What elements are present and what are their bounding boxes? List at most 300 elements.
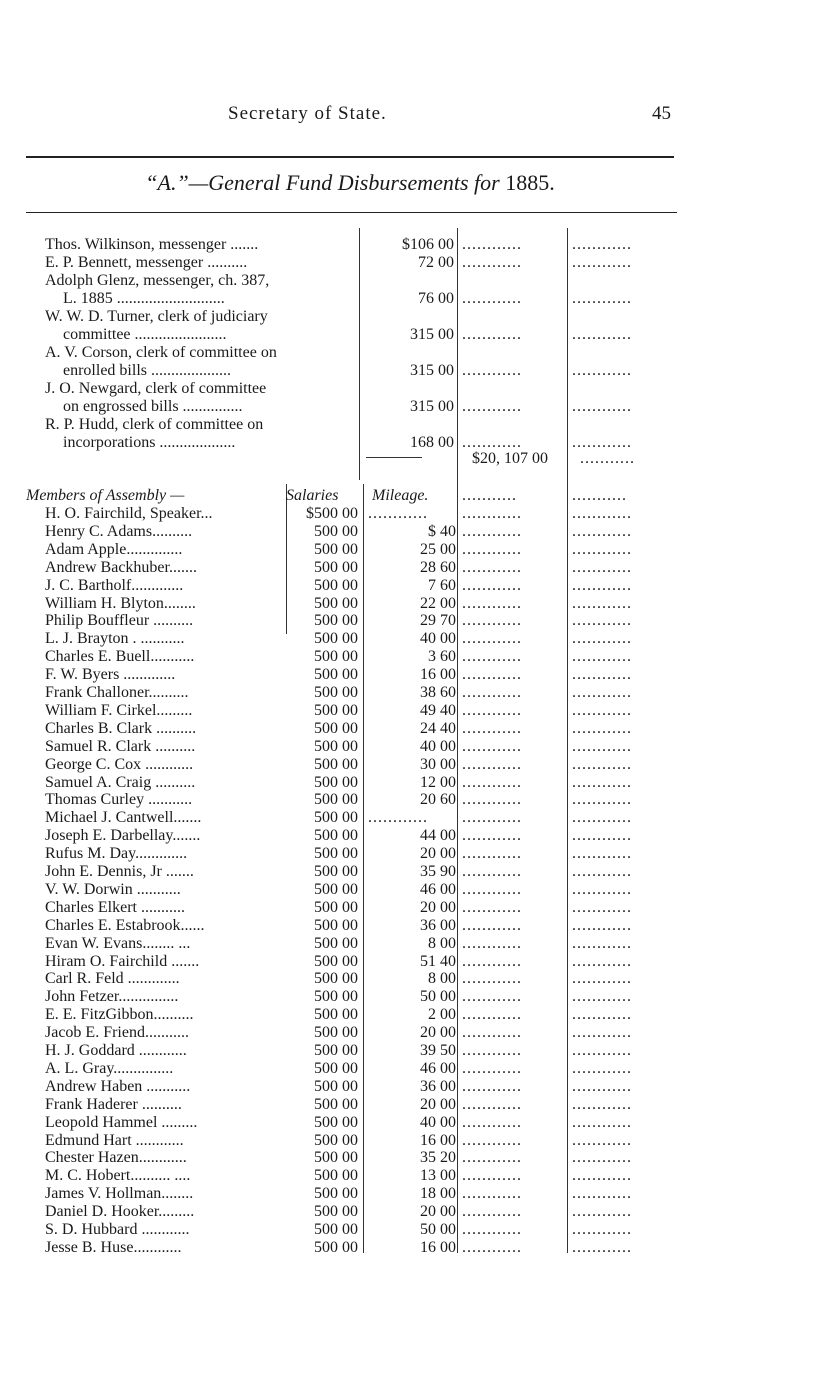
leader-dots: ............	[462, 362, 522, 379]
member-mileage: 50 00	[420, 988, 456, 1006]
member-salary: 500 00	[314, 1024, 358, 1042]
leader-dots: ............	[572, 1238, 632, 1256]
leader-dots: ............	[572, 1221, 632, 1238]
member-name: V. W. Dorwin ...........	[45, 880, 181, 898]
officer-name: enrolled bills ....................	[63, 362, 231, 379]
leader-dots: ............	[572, 522, 632, 540]
member-name: A. L. Gray...............	[45, 1059, 174, 1077]
member-name: Charles Elkert ...........	[45, 898, 185, 916]
leader-dots: ............	[462, 1221, 522, 1238]
member-row	[0, 917, 831, 935]
leader-dots: ...........	[572, 487, 627, 504]
member-name: William F. Cirkel.........	[45, 701, 193, 719]
member-mileage: 2 00	[428, 1006, 456, 1024]
member-salary: 500 00	[314, 1203, 358, 1221]
leader-dots: ............	[462, 1167, 522, 1185]
officer-row	[0, 308, 831, 326]
leader-dots: ............	[572, 254, 632, 271]
officer-row	[0, 272, 831, 290]
leader-dots: ............	[572, 1059, 632, 1077]
member-row	[0, 1060, 831, 1078]
member-salary: 500 00	[314, 773, 358, 791]
member-salary: 500 00	[314, 1167, 358, 1185]
member-mileage: 51 40	[420, 952, 456, 970]
member-salary: 500 00	[314, 809, 358, 827]
member-name: Joseph E. Darbellay.......	[45, 827, 201, 845]
leader-dots: ............	[572, 576, 632, 594]
leader-dots: ............	[572, 434, 632, 451]
total-row	[0, 450, 831, 468]
leader-dots: ............	[462, 1149, 522, 1167]
member-mileage: 16 00	[420, 666, 456, 684]
member-mileage: 28 60	[420, 558, 456, 576]
officer-name: committee .......................	[63, 326, 227, 343]
leader-dots: ............	[462, 1185, 522, 1203]
leader-dots: ............	[572, 988, 632, 1006]
member-name: George C. Cox ............	[45, 755, 194, 773]
leader-dots: ............	[572, 594, 632, 612]
page-number: 45	[652, 103, 671, 124]
member-row	[0, 577, 831, 595]
member-name: Edmund Hart ............	[45, 1131, 184, 1149]
leader-dots: ............	[462, 845, 522, 863]
member-row	[0, 1096, 831, 1114]
member-mileage: 39 50	[420, 1042, 456, 1059]
leader-dots: ............	[572, 648, 632, 666]
members-header-row	[0, 487, 831, 505]
member-row	[0, 720, 831, 738]
member-salary: 500 00	[314, 666, 358, 684]
member-salary: 500 00	[314, 863, 358, 880]
leader-dots: ............	[572, 791, 632, 809]
leader-dots: ............	[462, 648, 522, 666]
leader-dots: ............	[462, 522, 522, 540]
salaries-heading: Salaries	[286, 487, 339, 504]
member-row	[0, 612, 831, 630]
member-name: Evan W. Evans........ ...	[45, 934, 191, 952]
leader-dots: ............	[572, 362, 632, 379]
member-salary: 500 00	[314, 898, 358, 916]
member-mileage: 20 00	[420, 845, 456, 863]
leader-dots: ............	[462, 880, 522, 898]
member-row	[0, 756, 831, 774]
member-row	[0, 505, 831, 523]
leader-dots: ............	[462, 898, 522, 916]
member-row	[0, 630, 831, 648]
member-salary: 500 00	[314, 684, 358, 701]
member-mileage: 24 40	[420, 719, 456, 737]
member-name: Chester Hazen............	[45, 1149, 187, 1167]
leader-dots: ............	[572, 701, 632, 719]
leader-dots: ............	[462, 809, 522, 827]
officer-amount: 168 00	[410, 434, 454, 451]
member-row	[0, 935, 831, 953]
leader-dots: ............	[572, 1006, 632, 1024]
title-rule	[26, 212, 677, 213]
leader-dots: ............	[462, 1238, 522, 1256]
leader-dots: ............	[462, 988, 522, 1006]
mileage-heading: Mileage.	[372, 487, 429, 504]
leader-dots: ............	[572, 737, 632, 755]
member-mileage: 36 00	[420, 1077, 456, 1095]
leader-dots: ............	[462, 630, 522, 648]
member-mileage: 40 00	[420, 630, 456, 648]
member-row	[0, 953, 831, 971]
member-name: William H. Blyton........	[45, 594, 196, 612]
member-salary: 500 00	[314, 755, 358, 773]
officer-row	[0, 236, 831, 254]
member-name: Michael J. Cantwell.......	[45, 809, 202, 827]
member-row	[0, 863, 831, 881]
member-mileage: 40 00	[420, 737, 456, 755]
member-salary: 500 00	[314, 612, 358, 630]
member-row	[0, 791, 831, 809]
leader-dots: ............	[462, 254, 522, 271]
leader-dots: ............	[572, 236, 632, 253]
member-mileage: 7 60	[428, 576, 456, 594]
member-row	[0, 1149, 831, 1167]
leader-dots: ............	[572, 326, 632, 343]
member-name: Frank Haderer ..........	[45, 1095, 182, 1113]
member-salary: 500 00	[314, 916, 358, 934]
officer-row	[0, 254, 831, 272]
member-salary: 500 00	[314, 522, 358, 540]
officer-name: J. O. Newgard, clerk of committee	[45, 380, 267, 397]
member-name: L. J. Brayton . ...........	[45, 630, 185, 648]
leader-dots: ............	[572, 1095, 632, 1113]
leader-dots: ............	[462, 916, 522, 934]
leader-dots: ............	[572, 719, 632, 737]
leader-dots: ............	[462, 827, 522, 845]
officer-row	[0, 326, 831, 344]
member-salary: $500 00	[306, 505, 358, 522]
member-row	[0, 523, 831, 541]
leader-dots: ............	[572, 827, 632, 845]
leader-dots: ............	[462, 1024, 522, 1042]
leader-dots: ............	[572, 880, 632, 898]
leader-dots: ............	[462, 290, 522, 307]
leader-dots: ............	[572, 1131, 632, 1149]
member-mileage: 49 40	[420, 701, 456, 719]
leader-dots: ............	[368, 809, 428, 827]
leader-dots: ............	[462, 773, 522, 791]
member-salary: 500 00	[314, 540, 358, 558]
leader-dots: ............	[572, 809, 632, 827]
leader-dots: ............	[572, 934, 632, 952]
member-salary: 500 00	[314, 630, 358, 648]
leader-dots: ............	[462, 1042, 522, 1059]
member-row	[0, 809, 831, 827]
leader-dots: ............	[572, 970, 632, 988]
member-name: Andrew Backhuber.......	[45, 558, 197, 576]
officer-amount: 315 00	[410, 398, 454, 415]
member-row	[0, 648, 831, 666]
leader-dots: ............	[462, 934, 522, 952]
member-name: Samuel R. Clark ..........	[45, 737, 196, 755]
member-salary: 500 00	[314, 737, 358, 755]
member-mileage: 13 00	[420, 1167, 456, 1185]
leader-dots: ............	[572, 773, 632, 791]
leader-dots: ............	[572, 755, 632, 773]
member-row	[0, 1006, 831, 1024]
officer-name: R. P. Hudd, clerk of committee on	[45, 416, 264, 433]
member-name: Frank Challoner..........	[45, 684, 189, 701]
member-mileage: 8 00	[428, 934, 456, 952]
member-name: Jesse B. Huse............	[45, 1238, 182, 1256]
leader-dots: ............	[572, 1167, 632, 1185]
member-salary: 500 00	[314, 1059, 358, 1077]
member-mileage: 12 00	[420, 773, 456, 791]
member-salary: 500 00	[314, 1131, 358, 1149]
leader-dots: ............	[572, 398, 632, 415]
member-name: H. O. Fairchild, Speaker...	[45, 505, 213, 522]
member-salary: 500 00	[314, 558, 358, 576]
officer-name: incorporations ...................	[63, 434, 236, 451]
member-salary: 500 00	[314, 576, 358, 594]
member-salary: 500 00	[314, 701, 358, 719]
member-name: J. C. Bartholf.............	[45, 576, 184, 594]
member-mileage: 18 00	[420, 1185, 456, 1203]
member-mileage: 38 60	[420, 684, 456, 701]
member-name: Thomas Curley ...........	[45, 791, 193, 809]
member-salary: 500 00	[314, 827, 358, 845]
officer-row	[0, 380, 831, 398]
member-row	[0, 1221, 831, 1239]
member-salary: 500 00	[314, 1095, 358, 1113]
leader-dots: ............	[462, 540, 522, 558]
leader-dots: ............	[462, 701, 522, 719]
member-row	[0, 738, 831, 756]
member-mileage: 46 00	[420, 880, 456, 898]
member-name: F. W. Byers .............	[45, 666, 176, 684]
officer-name: Thos. Wilkinson, messenger .......	[45, 236, 259, 253]
member-salary: 500 00	[314, 1221, 358, 1238]
leader-dots: ............	[572, 898, 632, 916]
member-salary: 500 00	[314, 594, 358, 612]
leader-dots: ............	[572, 845, 632, 863]
member-name: Samuel A. Craig ..........	[45, 773, 196, 791]
leader-dots: ............	[572, 1185, 632, 1203]
member-mileage: 20 00	[420, 1203, 456, 1221]
member-row	[0, 684, 831, 702]
member-salary: 500 00	[314, 1077, 358, 1095]
member-row	[0, 988, 831, 1006]
member-salary: 500 00	[314, 1238, 358, 1256]
total-amount: $20, 107 00	[472, 450, 548, 467]
officer-row	[0, 416, 831, 434]
member-name: Charles B. Clark ..........	[45, 719, 197, 737]
officer-name: Adolph Glenz, messenger, ch. 387,	[45, 272, 270, 289]
running-head: Secretary of State.	[228, 103, 387, 124]
member-salary: 500 00	[314, 1185, 358, 1203]
member-salary: 500 00	[314, 845, 358, 863]
member-name: Andrew Haben ...........	[45, 1077, 191, 1095]
leader-dots: ............	[462, 1131, 522, 1149]
top-rule	[26, 156, 674, 158]
member-salary: 500 00	[314, 1006, 358, 1024]
member-row	[0, 827, 831, 845]
leader-dots: ............	[462, 1077, 522, 1095]
member-salary: 500 00	[314, 648, 358, 666]
leader-dots: ............	[572, 630, 632, 648]
member-salary: 500 00	[314, 719, 358, 737]
member-mileage: 36 00	[420, 916, 456, 934]
member-mileage: 3 60	[428, 648, 456, 666]
leader-dots: ............	[462, 594, 522, 612]
leader-dots: ...........	[580, 450, 635, 467]
member-mileage: 50 00	[420, 1221, 456, 1238]
leader-dots: ............	[462, 1059, 522, 1077]
member-mileage: 30 00	[420, 755, 456, 773]
member-name: Daniel D. Hooker.........	[45, 1203, 195, 1221]
member-mileage: 20 00	[420, 1095, 456, 1113]
member-salary: 500 00	[314, 934, 358, 952]
member-mileage: 20 00	[420, 1024, 456, 1042]
leader-dots: ............	[572, 666, 632, 684]
leader-dots: ............	[572, 1149, 632, 1167]
leader-dots: ............	[462, 970, 522, 988]
officer-amount: $106 00	[402, 236, 454, 253]
officer-amount: 315 00	[410, 326, 454, 343]
member-row	[0, 666, 831, 684]
officer-name: E. P. Bennett, messenger ..........	[45, 254, 248, 271]
member-name: E. E. FitzGibbon..........	[45, 1006, 194, 1024]
member-row	[0, 702, 831, 720]
leader-dots: ............	[462, 576, 522, 594]
member-mileage: 35 20	[420, 1149, 456, 1167]
leader-dots: ............	[462, 791, 522, 809]
member-salary: 500 00	[314, 880, 358, 898]
member-name: Charles E. Estabrook......	[45, 916, 205, 934]
member-mileage: 22 00	[420, 594, 456, 612]
leader-dots: ............	[368, 505, 428, 522]
officer-row	[0, 362, 831, 380]
member-name: Leopold Hammel .........	[45, 1113, 198, 1131]
member-mileage: 20 00	[420, 898, 456, 916]
member-mileage: 8 00	[428, 970, 456, 988]
leader-dots: ............	[572, 916, 632, 934]
member-row	[0, 1185, 831, 1203]
member-salary: 500 00	[314, 952, 358, 970]
member-salary: 500 00	[314, 988, 358, 1006]
officer-row	[0, 344, 831, 362]
leader-dots: ............	[572, 1042, 632, 1059]
member-name: H. J. Goddard ............	[45, 1042, 187, 1059]
member-name: John E. Dennis, Jr .......	[45, 863, 194, 880]
leader-dots: ............	[462, 737, 522, 755]
leader-dots: ............	[462, 326, 522, 343]
member-row	[0, 1042, 831, 1060]
leader-dots: ............	[572, 684, 632, 701]
members-heading: Members of Assembly —	[26, 487, 185, 504]
member-mileage: 16 00	[420, 1131, 456, 1149]
leader-dots: ............	[572, 1113, 632, 1131]
member-name: James V. Hollman........	[45, 1185, 194, 1203]
officer-row	[0, 398, 831, 416]
leader-dots: ............	[572, 612, 632, 630]
member-mileage: $ 40	[428, 522, 456, 540]
leader-dots: ............	[462, 1006, 522, 1024]
member-name: Henry C. Adams..........	[45, 522, 193, 540]
leader-dots: ............	[572, 952, 632, 970]
leader-dots: ............	[572, 505, 632, 522]
leader-dots: ............	[462, 612, 522, 630]
leader-dots: ............	[462, 1203, 522, 1221]
leader-dots: ............	[572, 1077, 632, 1095]
member-row	[0, 970, 831, 988]
leader-dots: ............	[572, 558, 632, 576]
member-row	[0, 1167, 831, 1185]
leader-dots: ............	[462, 1113, 522, 1131]
officer-name: W. W. D. Turner, clerk of judiciary	[45, 308, 268, 325]
member-salary: 500 00	[314, 1113, 358, 1131]
member-row	[0, 541, 831, 559]
member-mileage: 44 00	[420, 827, 456, 845]
member-salary: 500 00	[314, 1149, 358, 1167]
leader-dots: ............	[462, 236, 522, 253]
member-mileage: 35 90	[420, 863, 456, 880]
member-name: John Fetzer...............	[45, 988, 179, 1006]
officer-name: on engrossed bills ...............	[63, 398, 243, 415]
leader-dots: ............	[462, 666, 522, 684]
member-name: Philip Bouffleur ..........	[45, 612, 194, 630]
table-title-year: 1885.	[505, 170, 555, 195]
table-title	[0, 170, 700, 196]
member-mileage: 29 70	[420, 612, 456, 630]
member-mileage: 25 00	[420, 540, 456, 558]
member-row	[0, 845, 831, 863]
member-salary: 500 00	[314, 970, 358, 988]
member-name: Rufus M. Day.............	[45, 845, 188, 863]
member-salary: 500 00	[314, 791, 358, 809]
member-row	[0, 1132, 831, 1150]
member-row	[0, 1114, 831, 1132]
leader-dots: ............	[462, 1095, 522, 1113]
leader-dots: ............	[572, 1024, 632, 1042]
officer-name: L. 1885 ...........................	[63, 290, 225, 307]
member-row	[0, 1078, 831, 1096]
member-name: Carl R. Feld .............	[45, 970, 180, 988]
member-mileage: 46 00	[420, 1059, 456, 1077]
officer-amount: 76 00	[418, 290, 454, 307]
officer-name: A. V. Corson, clerk of committee on	[45, 344, 277, 361]
leader-dots: ............	[572, 290, 632, 307]
member-name: Charles E. Buell...........	[45, 648, 195, 666]
leader-dots: ............	[462, 719, 522, 737]
member-row	[0, 1024, 831, 1042]
leader-dots: ............	[462, 755, 522, 773]
member-row	[0, 1239, 831, 1257]
member-name: S. D. Hubbard ............	[45, 1221, 190, 1238]
leader-dots: ............	[572, 1203, 632, 1221]
leader-dots: ............	[462, 505, 522, 522]
table-title-text: “A.”—General Fund Disbursements for	[145, 170, 500, 195]
member-row	[0, 774, 831, 792]
member-row	[0, 559, 831, 577]
leader-dots: ............	[572, 540, 632, 558]
member-row	[0, 1203, 831, 1221]
leader-dots: ............	[462, 952, 522, 970]
officer-amount: 315 00	[410, 362, 454, 379]
leader-dots: ............	[462, 684, 522, 701]
leader-dots: ...........	[462, 487, 517, 504]
leader-dots: ............	[462, 434, 522, 451]
member-mileage: 16 00	[420, 1238, 456, 1256]
member-mileage: 40 00	[420, 1113, 456, 1131]
member-row	[0, 899, 831, 917]
member-name: Jacob E. Friend...........	[45, 1024, 189, 1042]
member-name: Hiram O. Fairchild .......	[45, 952, 200, 970]
